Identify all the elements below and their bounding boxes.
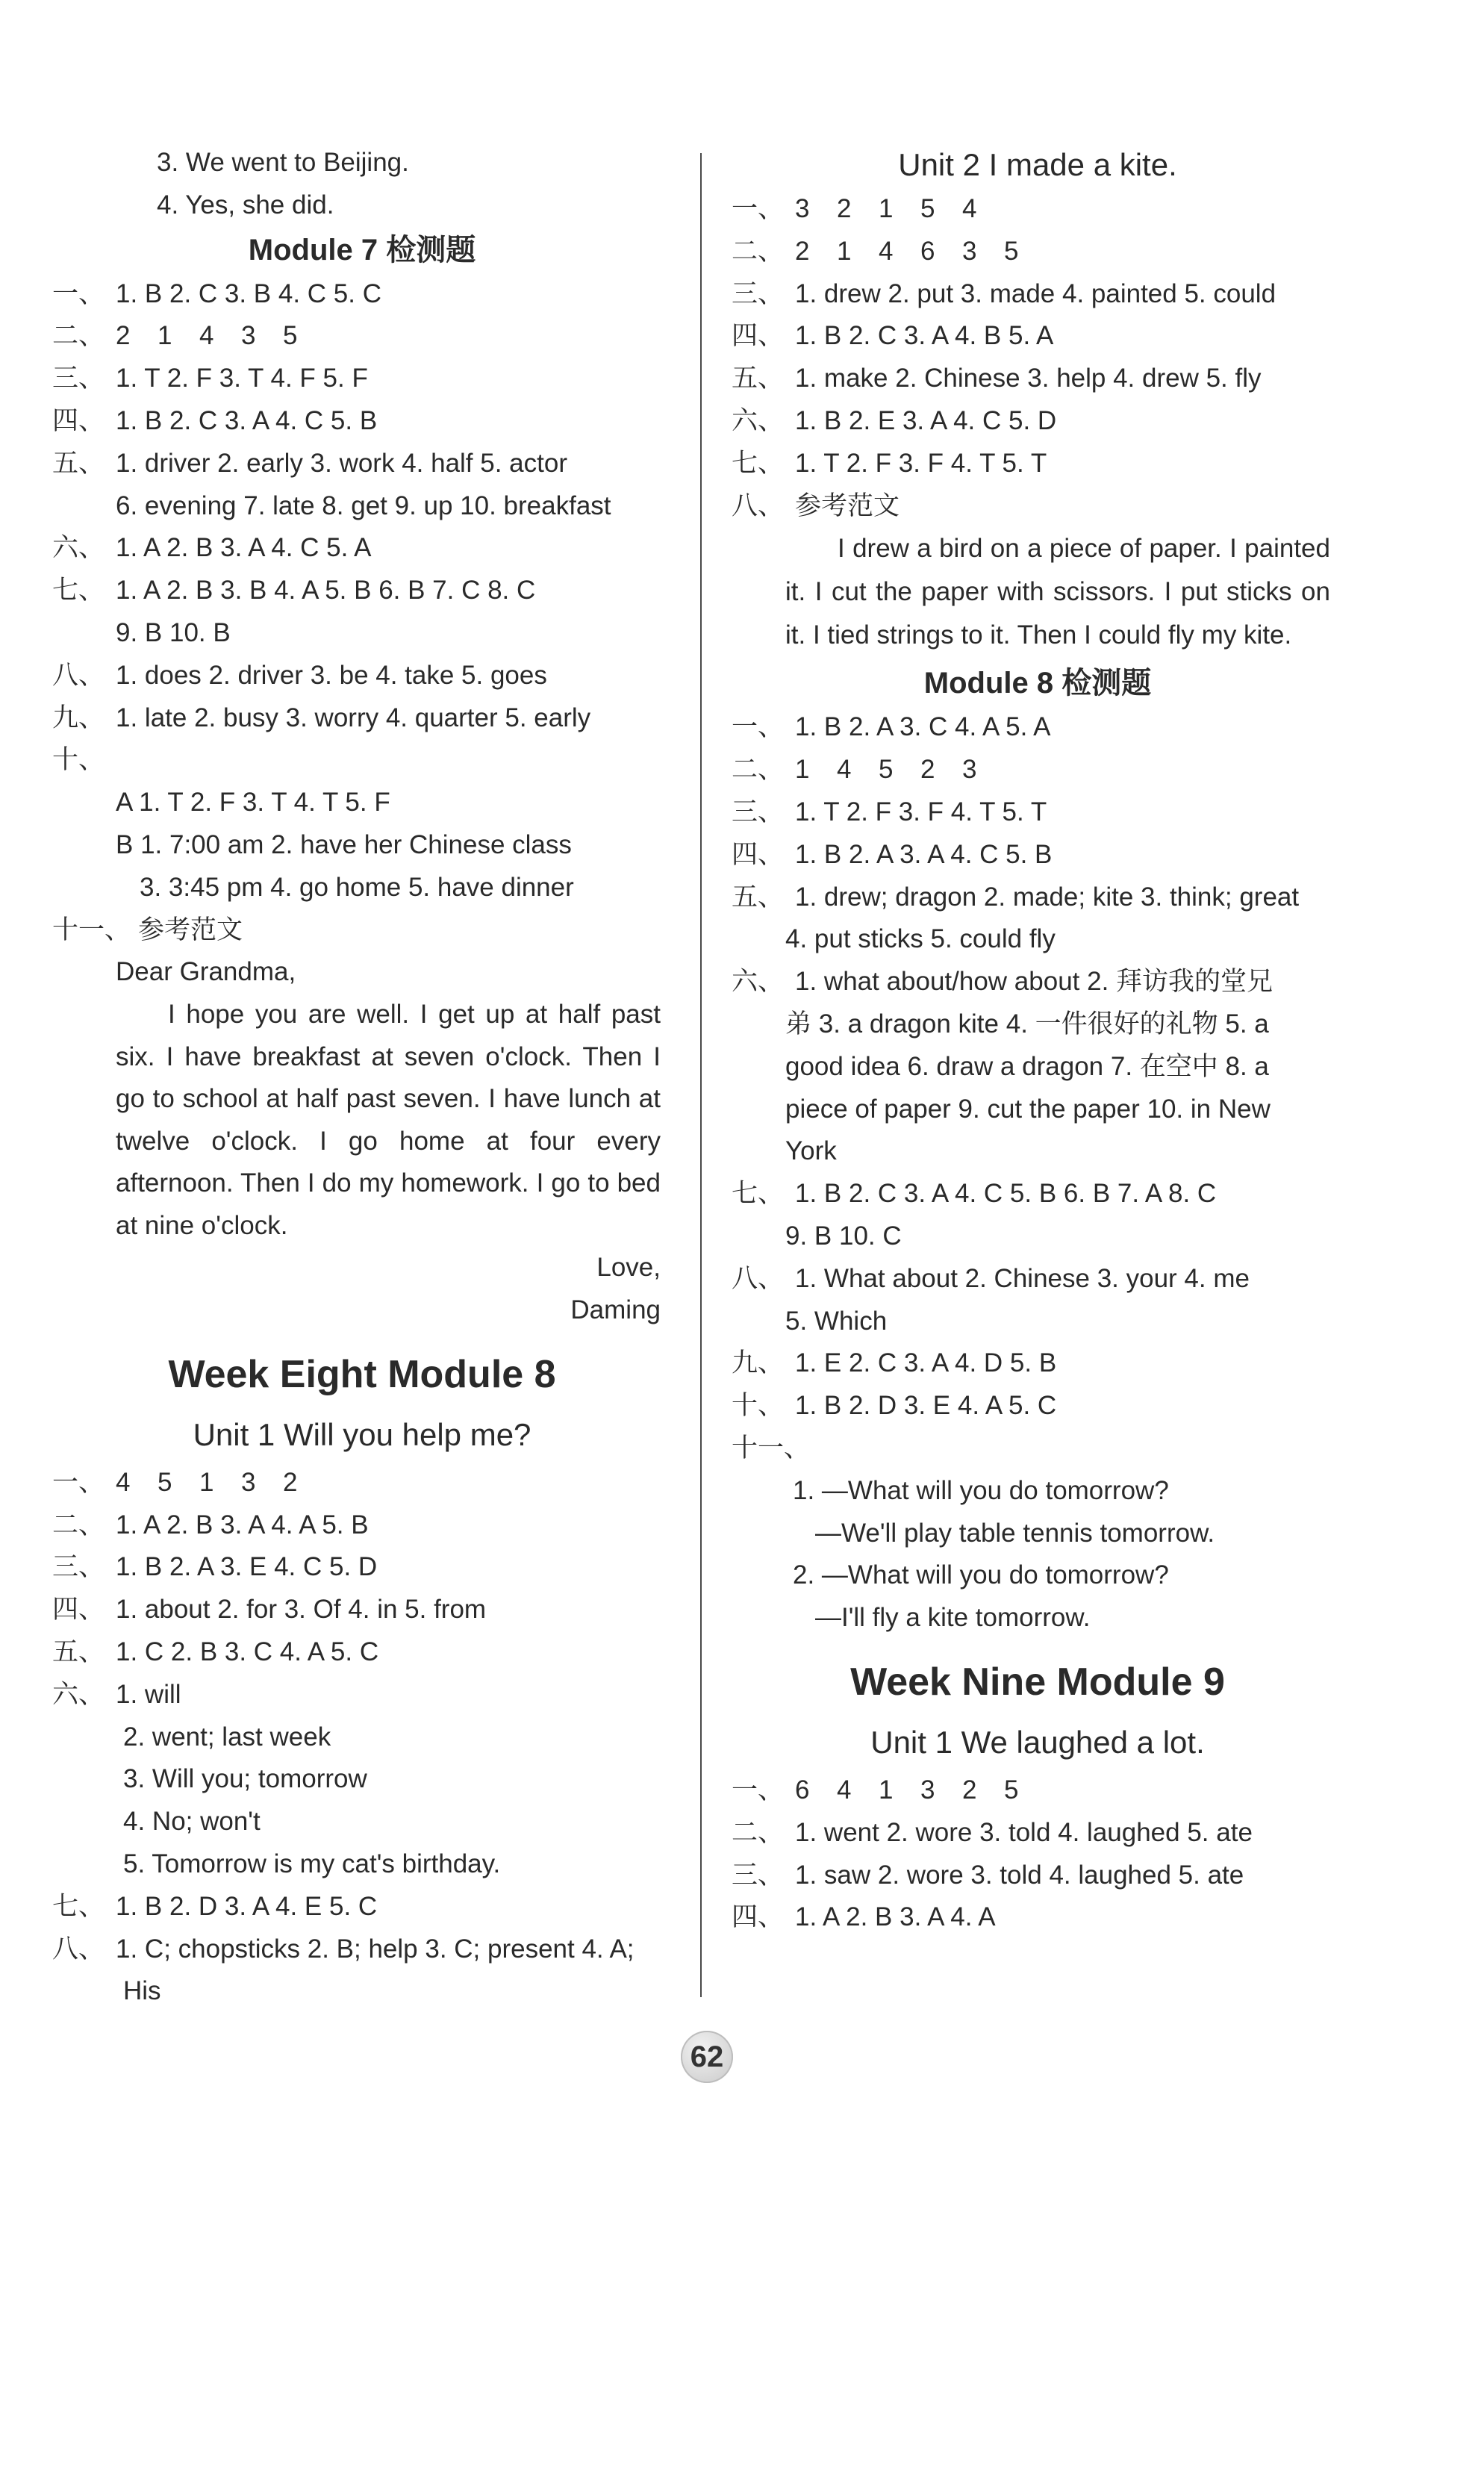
week-eight-title: Week Eight Module 8 [168, 1352, 556, 1396]
u1-section-4: 四、 1. about 2. for 3. Of 4. in 5. from [52, 1595, 487, 1625]
u1-section-7: 七、 1. B 2. D 3. A 4. E 5. C [52, 1891, 378, 1921]
m7-section-9: 九、 1. late 2. busy 3. worry 4. quarter 5. early [52, 703, 591, 732]
m7-section-1: 一、 1. B 2. C 3. B 4. C 5. C [52, 278, 381, 308]
u2-section-4: 四、 1. B 2. C 3. A 4. B 5. A [732, 321, 1054, 351]
m7-section-5-cont: 6. evening 7. late 8. get 9. up 10. breakfast [116, 491, 611, 520]
m8-section-8: 八、 1. What about 2. Chinese 3. your 4. me [732, 1263, 1250, 1293]
m8-section-5: 五、 1. drew; dragon 2. made; kite 3. think; great [732, 882, 1300, 912]
u1-section-8-cont: His [123, 1976, 161, 2006]
m8-section-6-4: piece of paper 9. cut the paper 10. in New [785, 1094, 1271, 1124]
u2-section-1: 一、 3 2 1 5 4 [732, 194, 977, 223]
m7-section-10: 十、 [52, 745, 105, 775]
column-divider [700, 153, 702, 1997]
u1-section-6-4: 4. No; won't [123, 1807, 261, 1837]
u1-section-5: 五、 1. C 2. B 3. C 4. A 5. C [52, 1637, 379, 1666]
answer-line: 3. We went to Beijing. [157, 148, 409, 177]
w9-section-4: 四、 1. A 2. B 3. A 4. A [732, 1902, 996, 1932]
page-number: 62 [681, 2031, 733, 2083]
letter-body: I hope you are well. I get up at half past six. I have breakfast at seven o'clock. Then I go to school at half past seven. I have lunch at twelve o'clock. I go home at four every afternoon. Then I do my homework. I go to bed at nine o'clock. [116, 1000, 661, 1240]
m8-section-6-5: York [785, 1136, 837, 1166]
unit2-title: Unit 2 I made a kite. [898, 147, 1177, 182]
u1-section-6: 六、 1. will [52, 1679, 181, 1709]
m7-section-6: 六、 1. A 2. B 3. A 4. C 5. A [52, 533, 372, 563]
m8-section-7-cont: 9. B 10. C [785, 1221, 902, 1251]
m7-section-10-a: A 1. T 2. F 3. T 4. T 5. F [116, 788, 390, 818]
m7-section-7-cont: 9. B 10. B [116, 617, 231, 647]
u2-section-7: 七、 1. T 2. F 3. F 4. T 5. T [732, 448, 1047, 478]
m7-section-7: 七、 1. A 2. B 3. B 4. A 5. B 6. B 7. C 8. C [52, 576, 536, 605]
m8-section-11-2b: —I'll fly a kite tomorrow. [815, 1603, 1091, 1633]
m8-section-8-cont: 5. Which [785, 1306, 888, 1336]
answer-line: 4. Yes, she did. [157, 190, 334, 219]
week-nine-title: Week Nine Module 9 [850, 1660, 1225, 1704]
m7-section-10-b: B 1. 7:00 am 2. have her Chinese class [116, 829, 572, 859]
sample-essay: I drew a bird on a piece of paper. I painted it. I cut the paper with scissors. I put sticks on it. I tied strings to it. Then I could fly my kite. [785, 534, 1330, 650]
m8-section-7: 七、 1. B 2. C 3. A 4. C 5. B 6. B 7. A 8. C [732, 1179, 1217, 1209]
m8-section-11: 十一、 [732, 1433, 811, 1463]
u2-section-8: 八、 参考范文 [732, 491, 900, 520]
m8-section-5-cont: 4. put sticks 5. could fly [785, 924, 1056, 954]
letter-signature: Daming [570, 1295, 661, 1324]
u1-section-6-2: 2. went; last week [123, 1722, 331, 1752]
m8-section-9: 九、 1. E 2. C 3. A 4. D 5. B [732, 1348, 1057, 1378]
m8-section-6-2: 弟 3. a dragon kite 4. 一件很好的礼物 5. a [785, 1009, 1269, 1039]
letter-greeting: Dear Grandma, [116, 957, 296, 987]
m8-section-3: 三、 1. T 2. F 3. F 4. T 5. T [732, 797, 1047, 826]
m7-section-11: 十一、 参考范文 [52, 915, 243, 944]
m7-section-2: 二、 2 1 4 3 5 [52, 321, 298, 351]
m7-section-3: 三、 1. T 2. F 3. T 4. F 5. F [52, 364, 368, 393]
unit1b-title: Unit 1 We laughed a lot. [870, 1724, 1205, 1760]
u1-section-3: 三、 1. B 2. A 3. E 4. C 5. D [52, 1552, 378, 1582]
left-column [52, 142, 672, 2013]
letter-closing: Love, [596, 1253, 661, 1283]
m8-section-4: 四、 1. B 2. A 3. A 4. C 5. B [732, 839, 1053, 869]
u1-section-6-5: 5. Tomorrow is my cat's birthday. [123, 1849, 501, 1878]
u1-section-6-3: 3. Will you; tomorrow [123, 1764, 367, 1794]
u1-section-8: 八、 1. C; chopsticks 2. B; help 3. C; present 4. A; [52, 1934, 635, 1964]
u2-section-5: 五、 1. make 2. Chinese 3. help 4. drew 5. fly [732, 364, 1262, 393]
m8-section-10: 十、 1. B 2. D 3. E 4. A 5. C [732, 1391, 1057, 1421]
u2-section-6: 六、 1. B 2. E 3. A 4. C 5. D [732, 405, 1057, 435]
u1-section-2: 二、 1. A 2. B 3. A 4. A 5. B [52, 1510, 369, 1539]
m8-section-6-3: good idea 6. draw a dragon 7. 在空中 8. a [785, 1051, 1269, 1081]
unit1-title: Unit 1 Will you help me? [193, 1416, 531, 1452]
m8-section-11-1: 1. —What will you do tomorrow? [793, 1475, 1169, 1505]
m8-section-6: 六、 1. what about/how about 2. 拜访我的堂兄 [732, 967, 1273, 997]
right-column [732, 142, 1344, 1939]
m8-section-1: 一、 1. B 2. A 3. C 4. A 5. A [732, 712, 1051, 742]
w9-section-1: 一、 6 4 1 3 2 5 [732, 1775, 1019, 1805]
m7-section-5: 五、 1. driver 2. early 3. work 4. half 5. actor [52, 448, 567, 478]
w9-section-2: 二、 1. went 2. wore 3. told 4. laughed 5. ate [732, 1817, 1253, 1847]
module7-test-title: Module 7 检测题 [248, 233, 476, 267]
m8-section-11-2: 2. —What will you do tomorrow? [793, 1560, 1169, 1590]
u2-section-2: 二、 2 1 4 6 3 5 [732, 236, 1019, 266]
m7-section-8: 八、 1. does 2. driver 3. be 4. take 5. goes [52, 660, 547, 690]
m8-section-2: 二、 1 4 5 2 3 [732, 755, 977, 785]
module8-test-title: Module 8 检测题 [923, 667, 1152, 700]
u2-section-3: 三、 1. drew 2. put 3. made 4. painted 5. could [732, 278, 1276, 308]
w9-section-3: 三、 1. saw 2. wore 3. told 4. laughed 5. ate [732, 1860, 1244, 1890]
m8-section-11-1b: —We'll play table tennis tomorrow. [815, 1518, 1215, 1548]
m7-section-4: 四、 1. B 2. C 3. A 4. C 5. B [52, 405, 378, 435]
m7-section-10-b-cont: 3. 3:45 pm 4. go home 5. have dinner [140, 872, 574, 902]
u1-section-1: 一、 4 5 1 3 2 [52, 1467, 298, 1497]
